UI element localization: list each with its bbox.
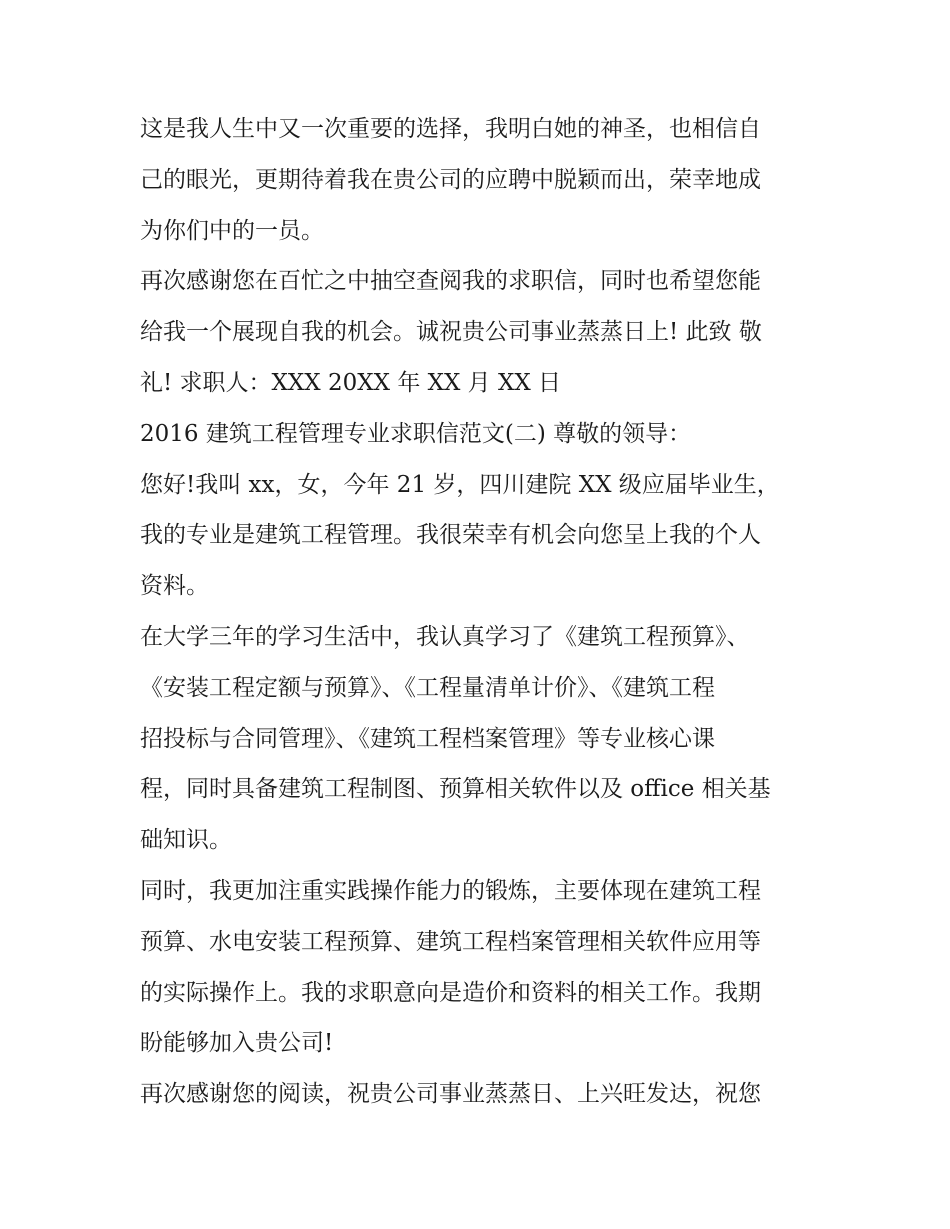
text-line-18: 的实际操作上。我的求职意向是造价和资料的相关工作。我期 <box>140 979 761 1006</box>
text-line-19: 盼能够加入贵公司! <box>140 1030 334 1057</box>
text-line-3: 为你们中的一员。 <box>140 217 324 244</box>
text-line-17: 预算、水电安装工程预算、建筑工程档案管理相关软件应用等 <box>140 928 761 955</box>
text-line-16: 同时，我更加注重实践操作能力的锻炼，主要体现在建筑工程 <box>140 877 761 904</box>
text-line-11: 在大学三年的学习生活中，我认真学习了《建筑工程预算》、 <box>140 623 750 650</box>
text-line-13: 招投标与合同管理》、《建筑工程档案管理》等专业核心课 <box>140 725 715 752</box>
text-line-1: 这是我人生中又一次重要的选择，我明白她的神圣，也相信自 <box>140 116 761 142</box>
text-line-2: 己的眼光，更期待着我在贵公司的应聘中脱颖而出，荣幸地成 <box>140 166 761 193</box>
section-heading-line: 2016 建筑工程管理专业求职信范文(二) 尊敬的领导： <box>140 420 692 447</box>
text-line-10: 资料。 <box>140 573 209 600</box>
document-body <box>140 104 820 1120</box>
text-line-12: 《安装工程定额与预算》、《工程量清单计价》、《建筑工程 <box>140 674 715 701</box>
text-line-9: 我的专业是建筑工程管理。我很荣幸有机会向您呈上我的个人 <box>140 522 761 549</box>
text-line-20: 再次感谢您的阅读，祝贵公司事业蒸蒸日、上兴旺发达，祝您 <box>140 1081 761 1108</box>
text-line-4: 再次感谢您在百忙之中抽空查阅我的求职信，同时也希望您能 <box>140 268 761 295</box>
text-line-15: 础知识。 <box>140 827 232 854</box>
text-line-6: 礼! 求职人：XXX 20XX 年 XX 月 XX 日 <box>140 369 562 396</box>
text-line-5: 给我一个展现自我的机会。诚祝贵公司事业蒸蒸日上! 此致 敬 <box>140 319 762 346</box>
text-line-14: 程，同时具备建筑工程制图、预算相关软件以及 office 相关基 <box>140 776 771 803</box>
text-line-8: 您好!我叫 xx，女，今年 21 岁，四川建院 XX 级应届毕业生， <box>140 471 780 498</box>
